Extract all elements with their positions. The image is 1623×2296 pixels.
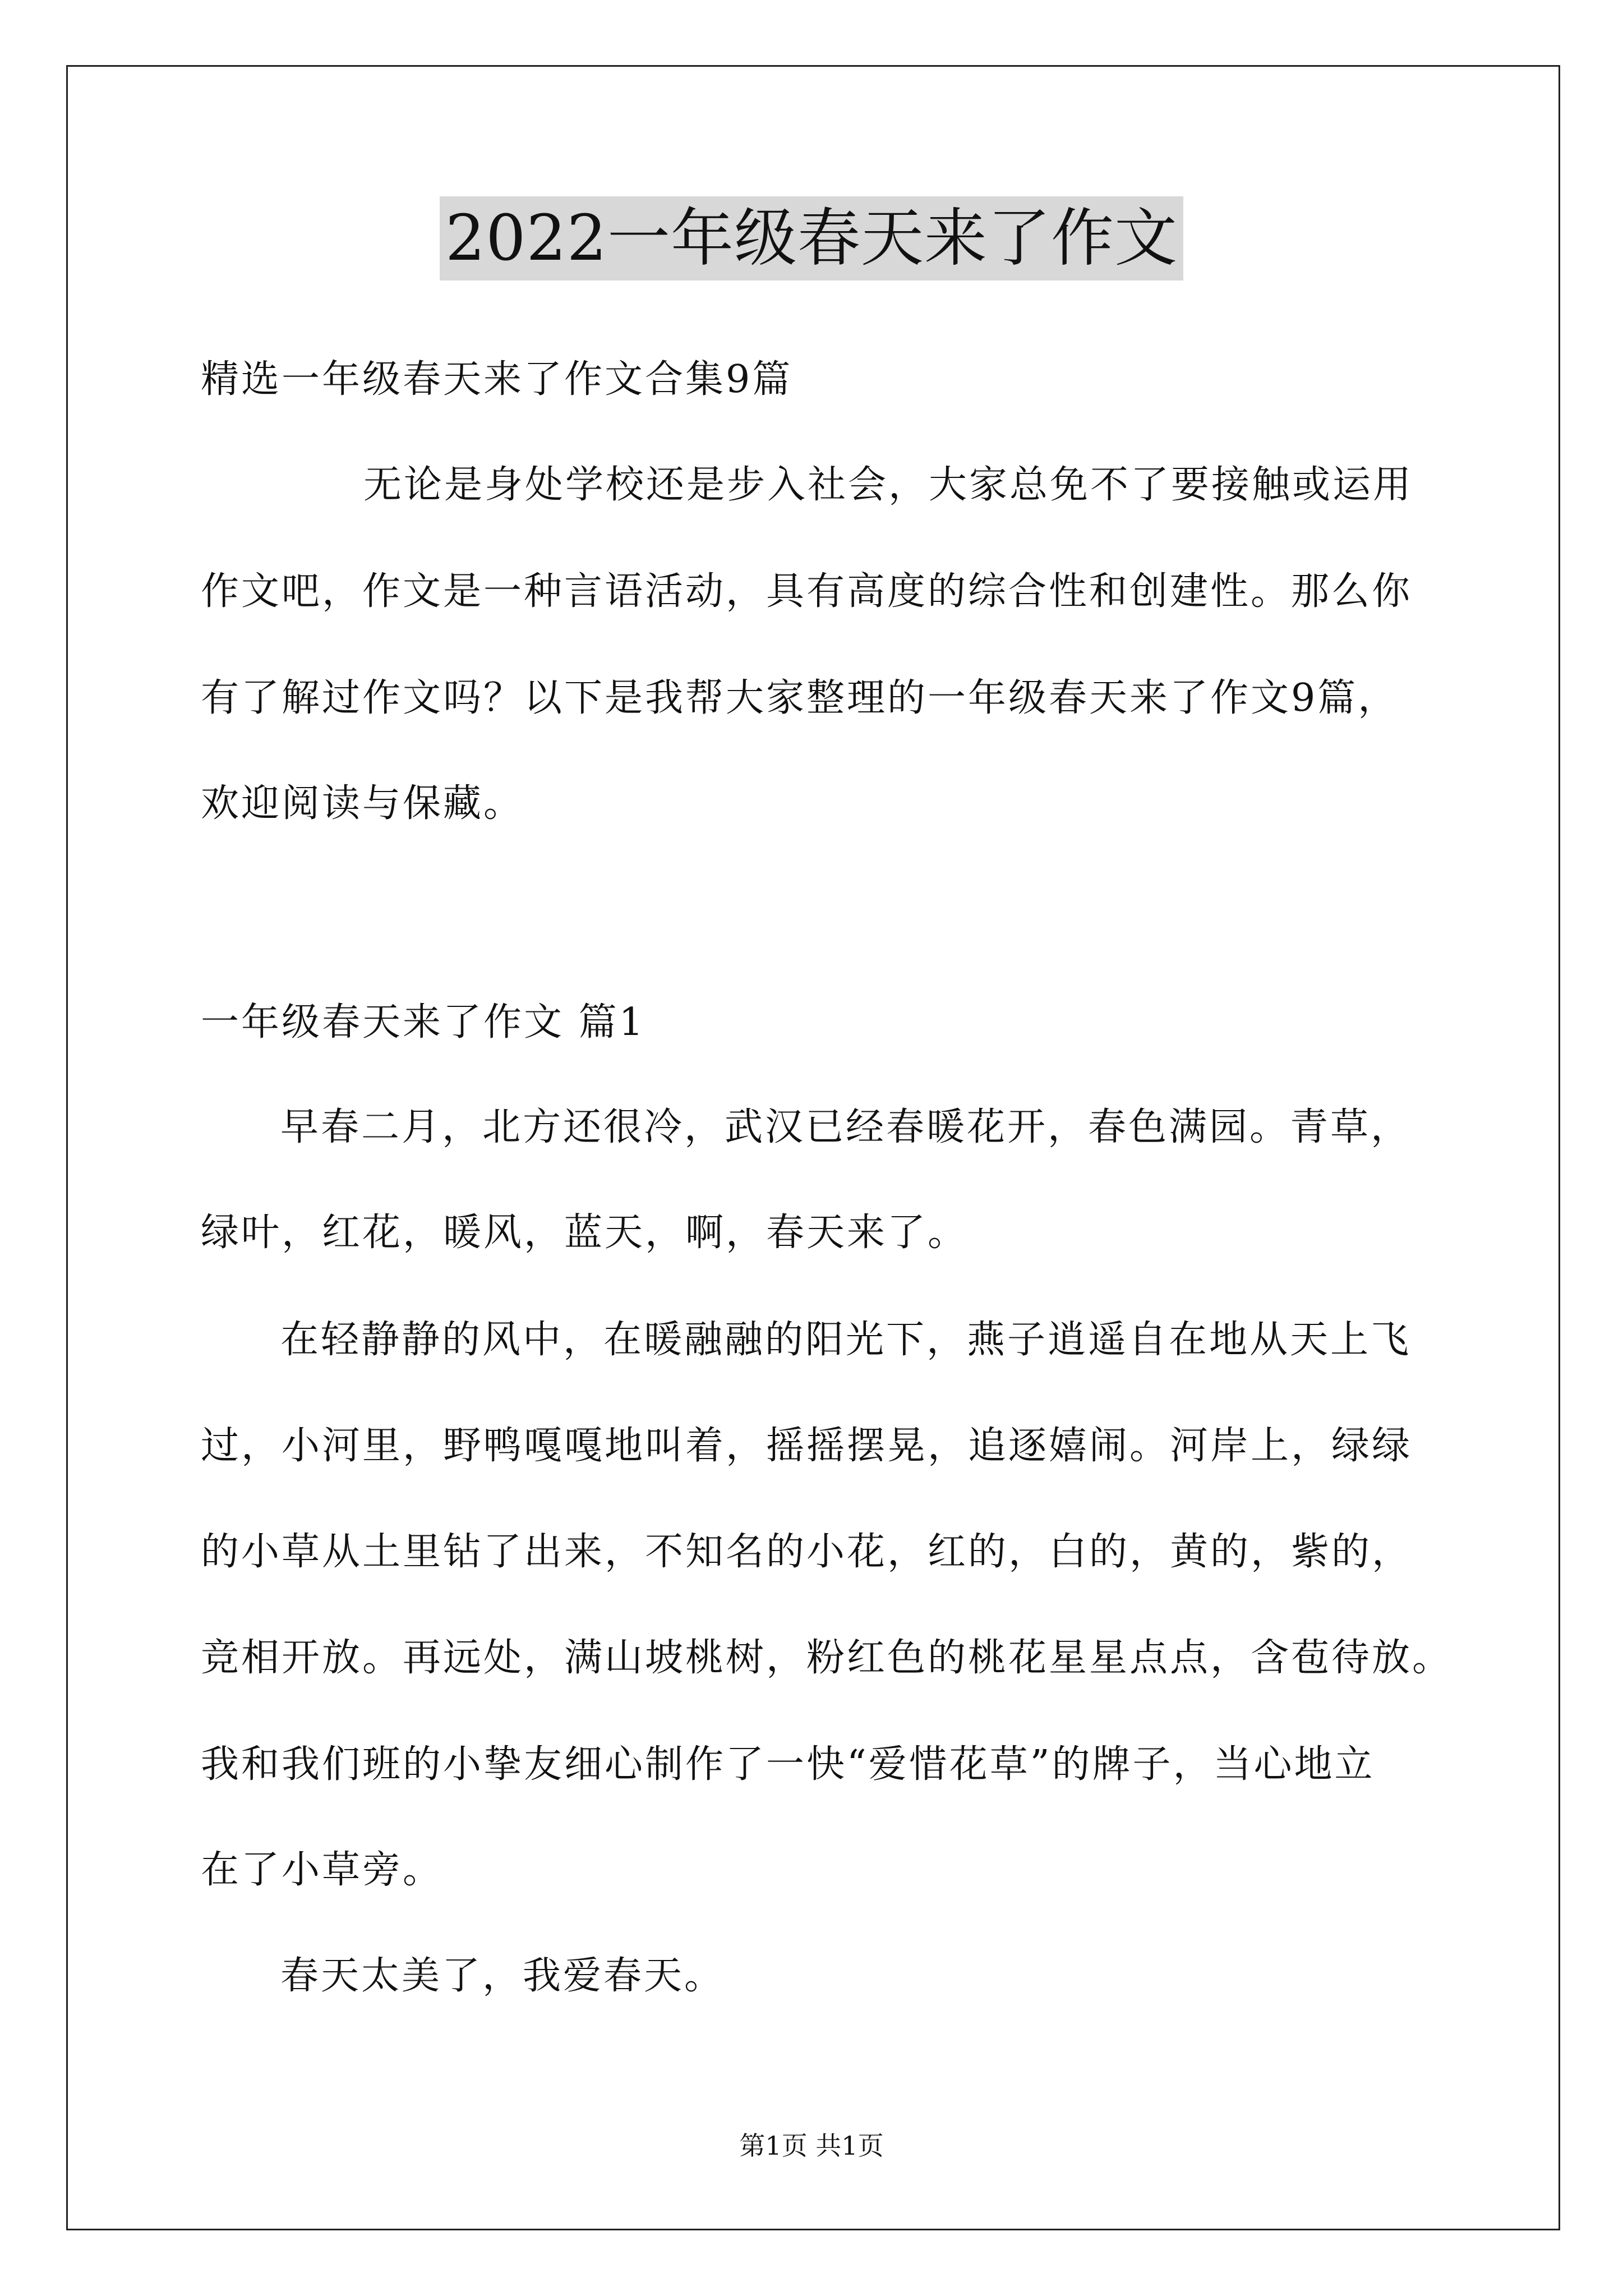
paragraph-line: 竞相开放。再远处，满山坡桃树，粉红色的桃花星星点点，含苞待放。 bbox=[201, 1636, 1453, 1680]
paragraph-line: 的小草从土里钻了出来，不知名的小花，红的，白的，黄的，紫的， bbox=[201, 1530, 1413, 1574]
paragraph-line: 在了小草旁。 bbox=[201, 1848, 444, 1892]
intro-line: 有了解过作文吗？以下是我帮大家整理的一年级春天来了作文9篇， bbox=[201, 676, 1399, 720]
page-footer: 第1页 共1页 bbox=[739, 2131, 884, 2161]
document-subtitle: 精选一年级春天来了作文合集9篇 bbox=[201, 357, 793, 402]
paragraph-line: 绿叶，红花，暖风，蓝天，啊，春天来了。 bbox=[201, 1211, 969, 1255]
intro-line: 欢迎阅读与保藏。 bbox=[201, 781, 524, 826]
paragraph-line: 我和我们班的小挚友细心制作了一快“爱惜花草”的牌子，当心地立 bbox=[201, 1742, 1375, 1787]
paragraph-line: 春天太美了，我爱春天。 bbox=[280, 1954, 725, 1998]
paragraph-line: 早春二月，北方还很冷，武汉已经春暖花开，春色满园。青草， bbox=[280, 1105, 1412, 1149]
intro-line: 无论是身处学校还是步入社会，大家总免不了要接触或运用 bbox=[363, 463, 1414, 507]
intro-line: 作文吧，作文是一种言语活动，具有高度的综合性和创建性。那么你 bbox=[201, 569, 1413, 614]
paragraph-line: 在轻静静的风中，在暖融融的阳光下，燕子逍遥自在地从天上飞 bbox=[280, 1318, 1412, 1362]
section-heading: 一年级春天来了作文 篇1 bbox=[201, 1000, 645, 1045]
document-title: 2022一年级春天来了作文 bbox=[440, 196, 1183, 280]
title-container bbox=[0, 196, 1623, 280]
paragraph-line: 过，小河里，野鸭嘎嘎地叫着，摇摇摆晃，追逐嬉闹。河岸上，绿绿 bbox=[201, 1424, 1413, 1468]
